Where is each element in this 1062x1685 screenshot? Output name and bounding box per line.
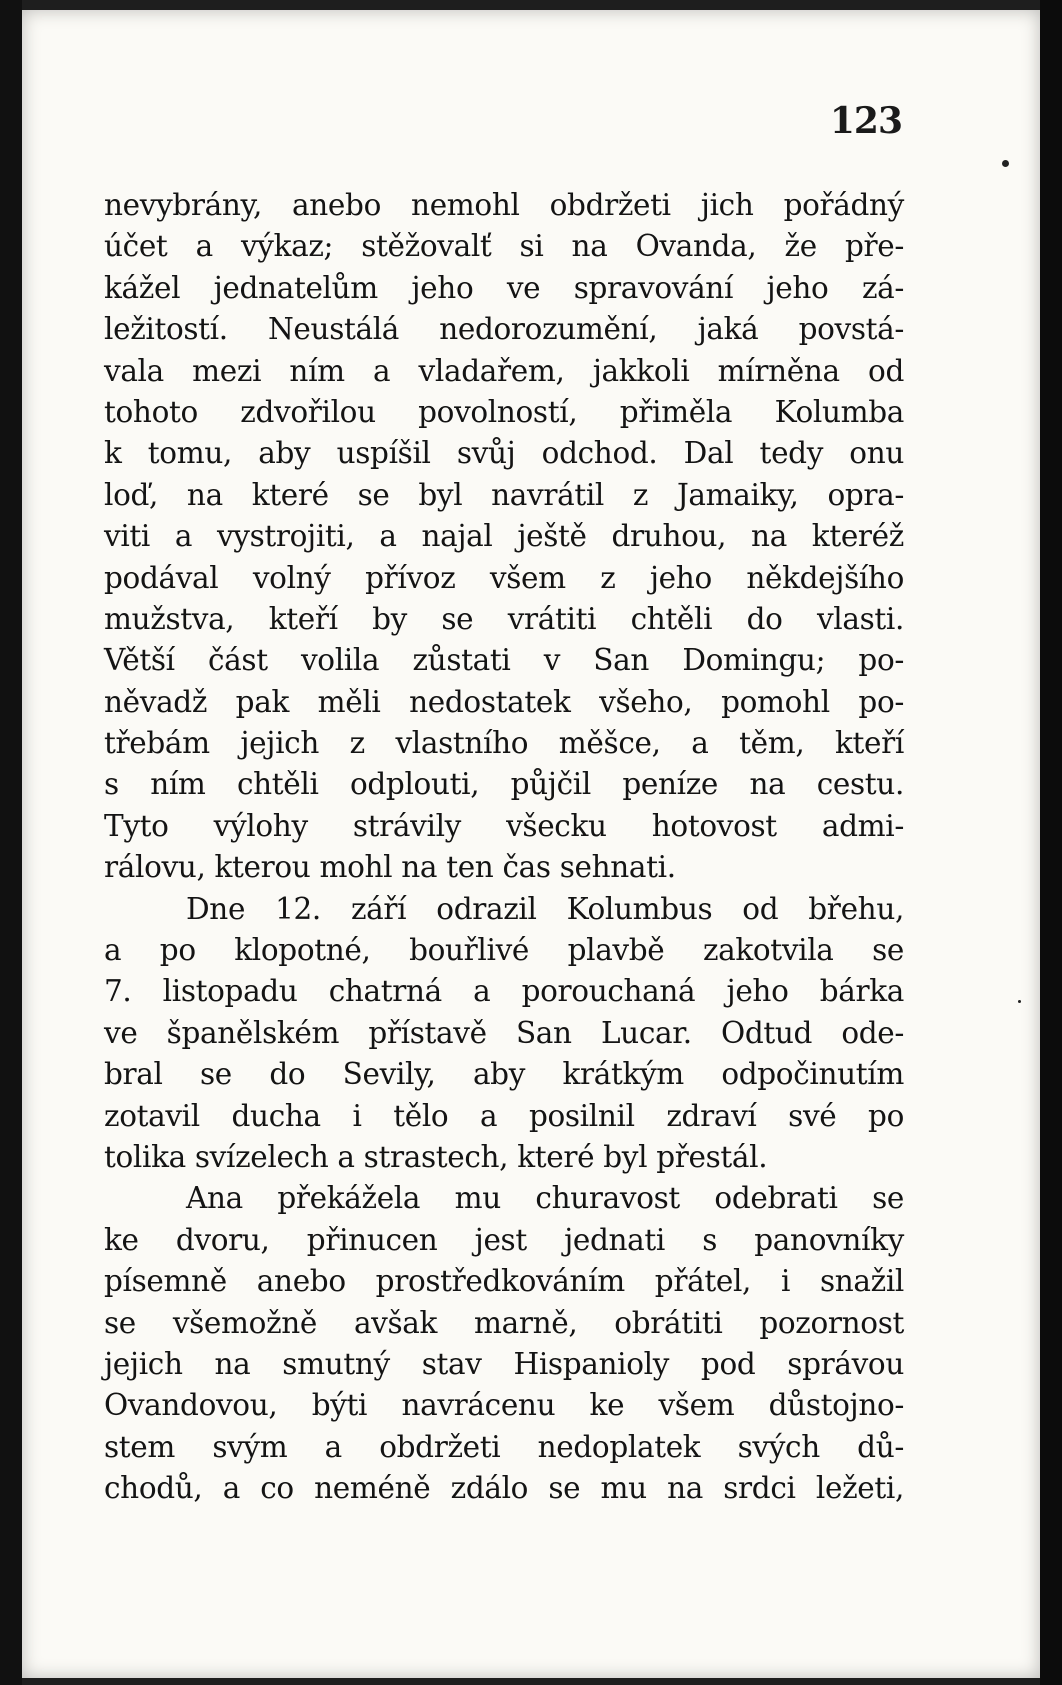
- text-line: jejich na smutný stav Hispanioly pod správou: [104, 1346, 904, 1381]
- page-number: 123: [829, 100, 902, 142]
- text-line: bral se do Sevily, aby krátkým odpočinutím: [104, 1057, 904, 1092]
- text-line: viti a vystrojiti, a najal ještě druhou, na kteréž: [104, 519, 904, 554]
- text-line: chodů, a co neméně zdálo se mu na srdci ležeti,: [104, 1471, 904, 1506]
- text-line: vala mezi ním a vladařem, jakkoli mírněna od: [104, 353, 904, 388]
- paragraph-end-line: tolika svízelech a strastech, které byl přestál.: [104, 1139, 768, 1174]
- text-line: se všemožně avšak marně, obrátiti pozornost: [104, 1305, 904, 1340]
- text-line: k tomu, aby uspíšil svůj odchod. Dal tedy onu: [104, 436, 904, 471]
- text-line: Tyto výlohy strávily všecku hotovost admi-: [104, 808, 904, 843]
- text-line: ve španělském přístavě San Lucar. Odtud ode-: [104, 1015, 904, 1050]
- paragraph-start-line: Dne 12. září odrazil Kolumbus od břehu,: [186, 891, 904, 926]
- text-line: zotavil ducha i tělo a posilnil zdraví své po: [104, 1098, 904, 1133]
- paragraph-start-line: Ana překážela mu churavost odebrati se: [186, 1181, 904, 1216]
- text-line: kážel jednatelům jeho ve spravování jeho zá-: [104, 270, 904, 305]
- scan-left-border: [0, 0, 22, 1685]
- text-line: loď, na které se byl navrátil z Jamaiky, opra-: [104, 477, 904, 512]
- text-line: nevybrány, anebo nemohl obdržeti jich pořádný: [104, 188, 904, 222]
- scan-right-border: [1040, 0, 1062, 1685]
- text-line: Ovandovou, býti navrácenu ke všem důstojno-: [104, 1388, 904, 1423]
- text-line: něvadž pak měli nedostatek všeho, pomohl po-: [104, 684, 904, 719]
- text-line: písemně anebo prostředkováním přátel, i snažil: [104, 1264, 904, 1299]
- scan-speck: [1002, 160, 1009, 167]
- text-line: stem svým a obdržeti nedoplatek svých dů-: [104, 1429, 904, 1464]
- text-line: Větší část volila zůstati v San Domingu; po-: [104, 643, 904, 678]
- text-line: ke dvoru, přinucen jest jednati s panovníky: [104, 1222, 904, 1257]
- text-line: 7. listopadu chatrná a porouchaná jeho bárka: [104, 974, 904, 1009]
- text-line: mužstva, kteří by se vrátiti chtěli do vlasti.: [104, 601, 904, 636]
- text-line: ležitostí. Neustálá nedorozumění, jaká povstá-: [104, 312, 904, 347]
- text-line: podával volný přívoz všem z jeho někdejšího: [104, 560, 904, 595]
- text-line: třebám jejich z vlastního měšce, a těm, kteří: [104, 726, 904, 761]
- text-line: tohoto zdvořilou povolností, přiměla Kolumba: [104, 394, 904, 429]
- text-line: účet a výkaz; stěžovalť si na Ovanda, že pře-: [104, 229, 904, 264]
- scan-speck: [1018, 1000, 1021, 1003]
- body-text: [104, 185, 904, 1510]
- paragraph-end-line: rálovu, kterou mohl na ten čas sehnati.: [104, 850, 676, 885]
- text-line: s ním chtěli odplouti, půjčil peníze na cestu.: [104, 767, 904, 802]
- text-line: a po klopotné, bouřlivé plavbě zakotvila se: [104, 933, 904, 968]
